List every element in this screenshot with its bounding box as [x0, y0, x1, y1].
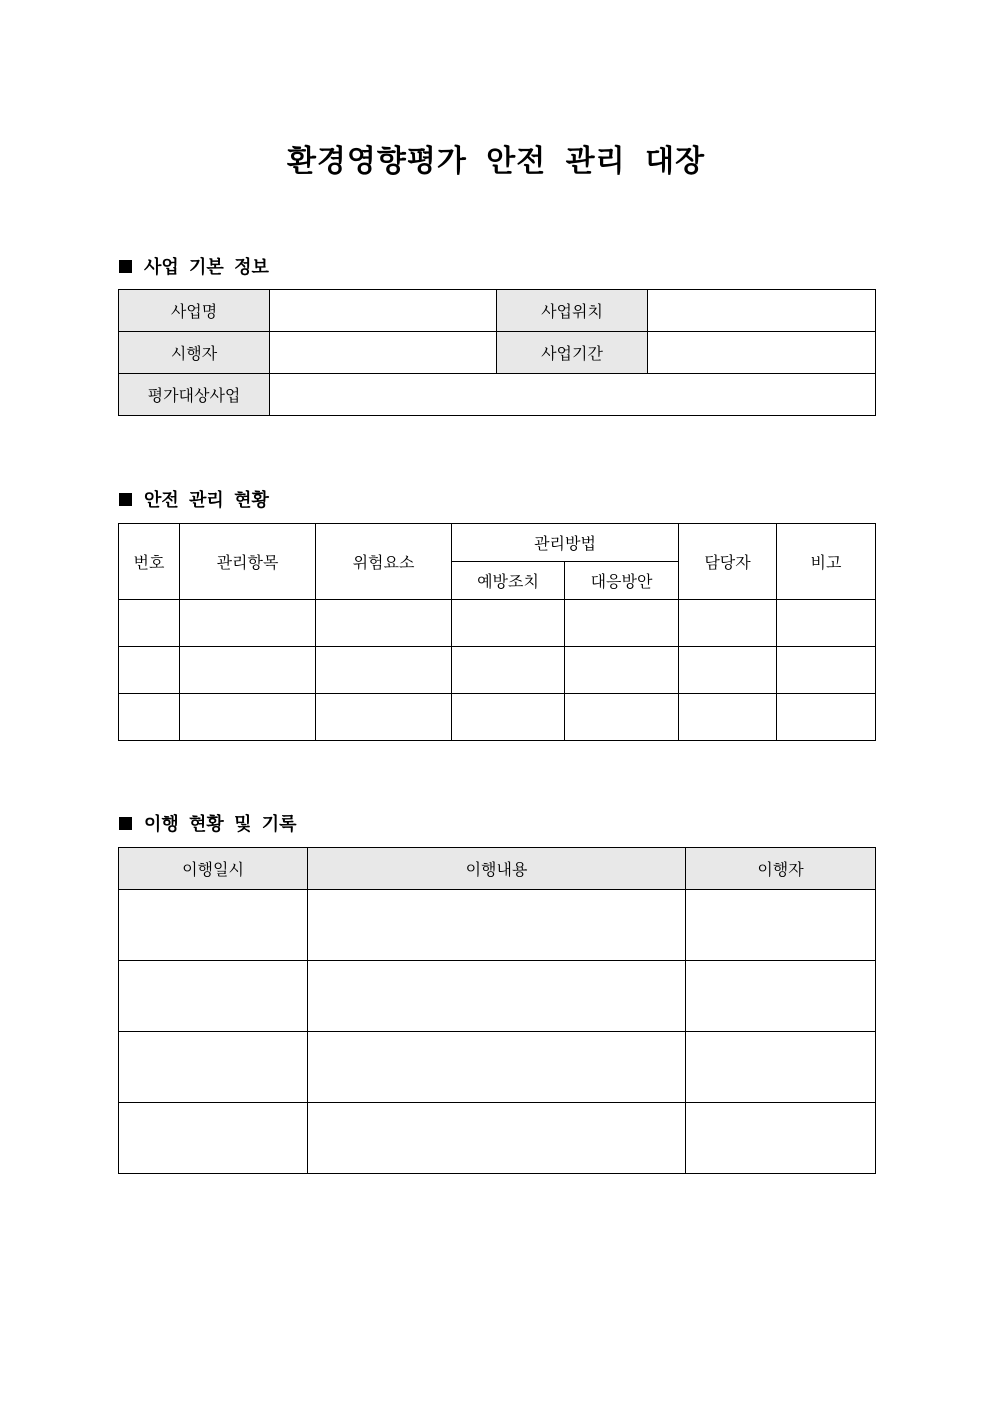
section-heading-implementation — [119, 810, 297, 836]
column-header-performer: 이행자 — [686, 848, 876, 890]
cell-manager[interactable] — [679, 600, 777, 647]
table-row — [119, 647, 876, 694]
cell-manager[interactable] — [679, 647, 777, 694]
column-header-manager: 담당자 — [679, 524, 777, 600]
project-period-field[interactable] — [648, 332, 876, 374]
cell-performer[interactable] — [686, 1103, 876, 1174]
table-header-row — [119, 524, 876, 562]
column-header-no: 번호 — [119, 524, 180, 600]
table-header-row — [119, 848, 876, 890]
cell-content[interactable] — [308, 1032, 686, 1103]
cell-no[interactable] — [119, 600, 180, 647]
cell-remarks[interactable] — [777, 694, 876, 741]
cell-date[interactable] — [119, 961, 308, 1032]
table-row — [119, 1032, 876, 1103]
section-heading-safety-status — [119, 486, 269, 512]
cell-content[interactable] — [308, 961, 686, 1032]
table-row — [119, 694, 876, 741]
column-header-date: 이행일시 — [119, 848, 308, 890]
cell-remarks[interactable] — [777, 600, 876, 647]
assessment-target-label: 평가대상사업 — [119, 374, 270, 416]
cell-item[interactable] — [180, 600, 316, 647]
cell-date[interactable] — [119, 1103, 308, 1174]
cell-manager[interactable] — [679, 694, 777, 741]
square-bullet-icon — [119, 493, 132, 506]
column-header-content: 이행내용 — [308, 848, 686, 890]
cell-risk[interactable] — [316, 694, 452, 741]
cell-date[interactable] — [119, 1032, 308, 1103]
cell-content[interactable] — [308, 890, 686, 961]
operator-field[interactable] — [270, 332, 497, 374]
column-header-method: 관리방법 — [452, 524, 679, 562]
cell-prevention[interactable] — [452, 600, 565, 647]
table-row — [119, 961, 876, 1032]
cell-content[interactable] — [308, 1103, 686, 1174]
cell-item[interactable] — [180, 647, 316, 694]
cell-performer[interactable] — [686, 1032, 876, 1103]
cell-remarks[interactable] — [777, 647, 876, 694]
cell-no[interactable] — [119, 694, 180, 741]
assessment-target-field[interactable] — [270, 374, 876, 416]
cell-prevention[interactable] — [452, 647, 565, 694]
cell-performer[interactable] — [686, 890, 876, 961]
section-heading-basic-info — [119, 253, 269, 279]
cell-prevention[interactable] — [452, 694, 565, 741]
table-row — [119, 890, 876, 961]
cell-date[interactable] — [119, 890, 308, 961]
section-heading-text: 안전 관리 현황 — [144, 490, 269, 511]
column-header-response: 대응방안 — [565, 562, 679, 600]
column-header-item: 관리항목 — [180, 524, 316, 600]
implementation-record-table — [118, 847, 876, 1174]
table-row — [119, 1103, 876, 1174]
cell-response[interactable] — [565, 647, 679, 694]
table-row — [119, 374, 876, 416]
section-heading-text: 사업 기본 정보 — [144, 257, 269, 278]
cell-risk[interactable] — [316, 647, 452, 694]
project-name-field[interactable] — [270, 290, 497, 332]
column-header-prevention: 예방조치 — [452, 562, 565, 600]
cell-response[interactable] — [565, 600, 679, 647]
table-row — [119, 332, 876, 374]
table-row — [119, 290, 876, 332]
project-name-label: 사업명 — [119, 290, 270, 332]
section-heading-text: 이행 현황 및 기록 — [144, 814, 297, 835]
square-bullet-icon — [119, 817, 132, 830]
cell-item[interactable] — [180, 694, 316, 741]
square-bullet-icon — [119, 260, 132, 273]
column-header-remarks: 비고 — [777, 524, 876, 600]
project-period-label: 사업기간 — [497, 332, 648, 374]
basic-info-table — [118, 289, 876, 416]
cell-risk[interactable] — [316, 600, 452, 647]
project-location-label: 사업위치 — [497, 290, 648, 332]
column-header-risk: 위험요소 — [316, 524, 452, 600]
cell-response[interactable] — [565, 694, 679, 741]
cell-performer[interactable] — [686, 961, 876, 1032]
document-title: 환경영향평가 안전 관리 대장 — [286, 144, 706, 179]
table-row — [119, 600, 876, 647]
operator-label: 시행자 — [119, 332, 270, 374]
project-location-field[interactable] — [648, 290, 876, 332]
cell-no[interactable] — [119, 647, 180, 694]
safety-status-table — [118, 523, 876, 741]
